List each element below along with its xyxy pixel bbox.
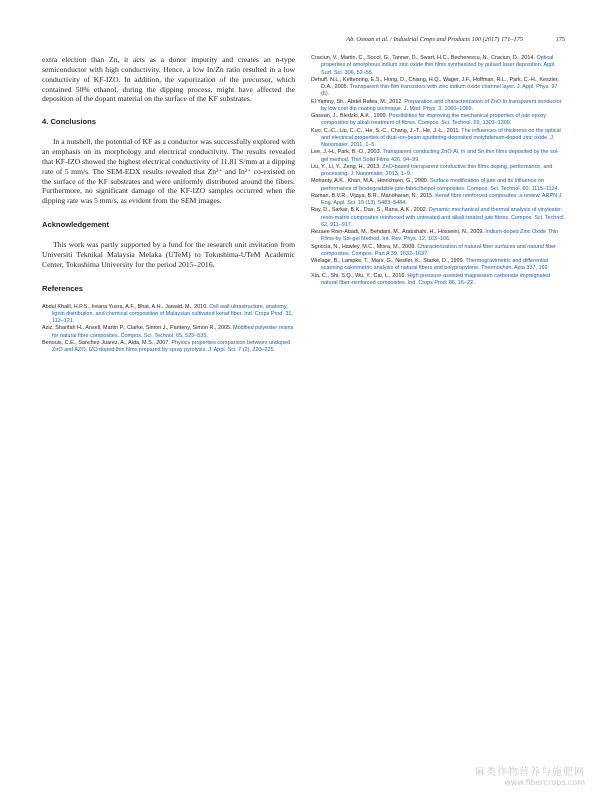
- acknowledgement-paragraph: This work was partly supported by a fund for the research unit invitation from Universiti Teknikal Malaysia Melaka (UTeM) to Tokushima-UTeM Academic Center, Tokushima University for the period 2015–2016.: [42, 240, 295, 269]
- reference-link[interactable]: Preparation and characterization of ZnO:In transparent conductor by low cost dip coating technique. J. Mod. Phys. 3, 1060–1069.: [321, 98, 562, 112]
- reference-item: Ray, D., Sarkar, B.K., Das, S., Rana, A.K., 2002. Dynamic mechanical and thermal analysis of vinylester-resin-matrix composites reinforced with untreated and alkali-treated jute fibres. Compos. Sci. Technol. 62, 911–917.: [311, 207, 566, 228]
- reference-list-left: [42, 304, 295, 355]
- conclusions-heading: 4. Conclusions: [42, 117, 97, 127]
- journal-citation: Ab. Osman et al. / Industrial Crops and Products 100 (2017) 171–175: [346, 36, 523, 43]
- reference-item: Aziz, Sharifah H., Ansell, Martin P., Clarke, Simon J., Panteny, Simon R., 2005. Modified polyester resins for natural fibre composites. Compos. Sci. Technol. 65, 525–535.: [42, 325, 294, 339]
- conclusions-paragraph: In a nutshell, the potential of KF as a conductor was successfully explored with an emphasis on its morphology and electrical conductivity. The results revealed that KF-IZO showed the highest electrical conductivity of 11.81 S/mm at a dipping rate of 5 mm/s. The SEM-EDX results revealed that Zn²⁺ and In³⁺ co-existed on the surface of the KF substrates and were uniformly distributed around the fibers. Furthermore, no significant damage of the KF-IZO samples occurred when the dipping rate was 5 mm/s, as evident from the SEM images.: [42, 137, 295, 206]
- reference-link[interactable]: Characterization of natural fiber surfaces and natural fiber composites. Compos. Part A 39, 1632–1637.: [321, 243, 556, 257]
- watermark-url: www.fibercrops.com: [504, 778, 585, 787]
- reference-link[interactable]: High pressure-assisted magnesium carbonate impregnated natural fiber-reinforced composites. Ind. Crops Prod. 86, 16–22.: [321, 272, 551, 286]
- reference-link[interactable]: Thermogravimetric and differential scanning calorimetric analysis of natural fibers and polypropylene. Thermochim. Acta 337, 169.: [321, 258, 550, 272]
- running-head: [42, 36, 565, 48]
- reference-link[interactable]: The influences of thickness on the optical and electrical properties of dual-ion-beam sputtering-deposited molybdenum-doped zinc oxide. J. Nanomater. 2011, 1–5.: [321, 127, 561, 148]
- reference-item: Liu, Y., Li, Y., Zeng, H., 2013. ZnO-based transparent conductive thin films doping, performance, and processing. J. Nanomater. 2013, 1–9.: [311, 163, 553, 177]
- reference-link[interactable]: Possibilities for improving the mechanical properties of jute epoxy composites by alkali treatment of fibres. Compos. Sci. Technol. 59, 1303–1309.: [321, 113, 547, 127]
- reference-list-right: [311, 55, 566, 287]
- references-heading: References: [42, 283, 83, 293]
- reference-link[interactable]: Transparent thin-film transistors with zinc indium oxide channel layer. J. Appl. Phys. 97 (6).: [321, 84, 558, 98]
- acknowledgement-heading: Acknowledgement: [42, 220, 110, 230]
- reference-item: Dehuff, N.L., Kettenring, E.S., Hong, D., Chiang, H.Q., Wager, J.F., Hoffman, R.L., Park, C.-H., Keszler, D.A., 2005. Transparent thin-film transistors with zinc indium oxide channel layer. J. Appl. Phys. 97 (6).: [311, 76, 559, 98]
- reference-item: Abdul Khalil, H.P.S., Ireana Yusra, A.F., Bhat, A.H., Jawaid, M., 2010. Cell wall ultrastructure, anatomy, lignin distribution, and chemical composition of Malaysian cultivated kenaf fiber. Ind. Crops Prod. 31, 113–121.: [42, 303, 293, 325]
- watermark-chinese-text: 麻类作物营养与施肥网: [475, 767, 585, 778]
- discussion-paragraph: extra electron than Zn, it acts as a donor impurity and creates an n-type semiconductor with high conductivity. Hence, a low In/Zn ratio resulted in a low conductivity of KF-IZO. In addition, the vaporization of the precursor, which contained 50% ethanol, during the dipping process, might have affected the deposition of the dopant material on the surface of the KF substrates.: [42, 55, 295, 104]
- left-column: [42, 55, 295, 354]
- reference-item: Lee, J.-H., Park, B.-O., 2003. Transparent conducting ZnO:Al, In and Sn thin films deposited by the sol-gel method. Thin Solid Films 426, 94–99.: [311, 149, 559, 163]
- reference-item: Sgriccia, N., Hawley, M.C., Misra, M., 2008. Characterization of natural fiber surfaces and natural fiber composites. Compos. Part A 39, 1632–1637.: [311, 243, 556, 257]
- reference-link[interactable]: Surface modification of jute and its influence on performance of biodegradable jute-fabric/biopol composites. Compos. Sci. Technol. 60, 1115–1124.: [321, 178, 560, 192]
- reference-link[interactable]: Dynamic mechanical and thermal analysis of vinylester-resin-matrix composites reinforced with untreated and alkali-treated jute fibres. Compos. Sci. Technol. 62, 911–917.: [321, 207, 566, 228]
- reference-item: El Yamny, Sh., Abdel Rafea, M., 2012. Preparation and characterization of ZnO:In transparent conductor by low cost dip coating technique. J. Mod. Phys. 3, 1060–1069.: [311, 98, 562, 112]
- reference-item: Benouis, C.E., Sanchez-Juarez, A., Aida, M.S., 2007. Physics properties comparison between undoped ZnO and AZO, IZO doped thin films prepared by spray pyrolysis. J. Appl. Sci. 7 (2), 220–225.: [42, 339, 291, 354]
- reference-link[interactable]: Modified polyester resins for natural fibre composites. Compos. Sci. Technol. 65, 525–535.: [52, 325, 294, 339]
- reference-item: Mohanty, A.K., Khan, M.A., Hinrichsen, G., 2000. Surface modification of jute and its influence on performance of biodegradable jute-fabric/biopol composites. Compos. Sci. Technol. 60, 1115–1124.: [311, 178, 560, 192]
- reference-item: Kuo, C.-C., Liu, C.-C., He, S.-C., Chang, J.-T., He, J.-L., 2011. The influences of thickness on the optical and electrical properties of dual-ion-beam sputtering-deposited molybdenum-doped zinc oxide. J. Nanomater. 2011, 1–5.: [311, 127, 561, 148]
- reference-link[interactable]: Cell wall ultrastructure, anatomy, lignin distribution, and chemical composition of Malaysian cultivated kenaf fiber. Ind. Crops Prod. 31, 113–121.: [52, 303, 293, 325]
- reference-link[interactable]: Kenaf fibre reinforced composites: a review. ARPN J. Eng. Appl. Sci. 10 (13), 5483–5484.: [321, 192, 563, 206]
- reference-link[interactable]: Indium-doped Zinc Oxide Thin Films by Sol-gel Method. Int. Rev. Phys. 12, 103–106.: [321, 229, 559, 243]
- reference-item: Xia, C., Shi, S.Q., Wu, Y., Cai, L., 2016. High pressure-assisted magnesium carbonate impregnated natural fiber-reinforced composites. Ind. Crops Prod. 86, 16–22.: [311, 272, 551, 286]
- reference-item: Craciun, V., Martin, C., Socol, G., Tanner, D., Swart, H.C., Becherescu, N., Craciun, D., 2014. Optical properties of amorphous indium zinc oxide thin films synthesized by pulsed laser deposition. Appl. Surf. Sci. 306, 52–55.: [311, 55, 556, 76]
- page-number: 175: [555, 36, 565, 43]
- reference-item: Wielage, B., Lampke, T., Marx, G., Nestler, K., Starke, D., 1999. Thermogravimetric and differential scanning calorimetric analysis of natural fibers and polypropylene. Thermochim. Acta 337, 169.: [311, 258, 550, 272]
- site-watermark: [475, 768, 585, 788]
- right-column: [311, 55, 566, 287]
- reference-item: Gassan, J., Bledzki, A.K., 1999. Possibilities for improving the mechanical properties of jute epoxy composites by alkali treatment of fibres. Compos. Sci. Technol. 59, 1303–1309.: [311, 113, 547, 127]
- reference-item: Raman, B.V.R., Vijaya, B.R., Manoharan, N., 2015. Kenaf fibre reinforced composites: a review. ARPN J. Eng. Appl. Sci. 10 (13), 5483–5484.: [311, 192, 563, 206]
- reference-link[interactable]: Optical properties of amorphous indium zinc oxide thin films synthesized by pulsed laser deposition. Appl. Surf. Sci. 306, 52–55.: [321, 55, 556, 76]
- reference-link[interactable]: ZnO-based transparent conductive thin films doping, performance, and processing. J. Nanomater. 2013, 1–9.: [321, 163, 553, 177]
- reference-link[interactable]: Transparent conducting ZnO:Al, In and Sn thin films deposited by the sol-gel method. Thin Solid Films 426, 94–99.: [321, 149, 559, 163]
- reference-link[interactable]: Physics properties comparison between undoped ZnO and AZO, IZO doped thin films prepared by spray pyrolysis. J. Appl. Sci. 7 (2), 220–225.: [52, 339, 291, 354]
- reference-item: Rezaee Roin-Abadi, M., Behdani, M., Arabshahi, H., Hosseini, N., 2009. Indium-doped Zinc Oxide Thin Films by Sol-gel Method. Int. Rev. Phys. 12, 103–106.: [311, 229, 559, 243]
